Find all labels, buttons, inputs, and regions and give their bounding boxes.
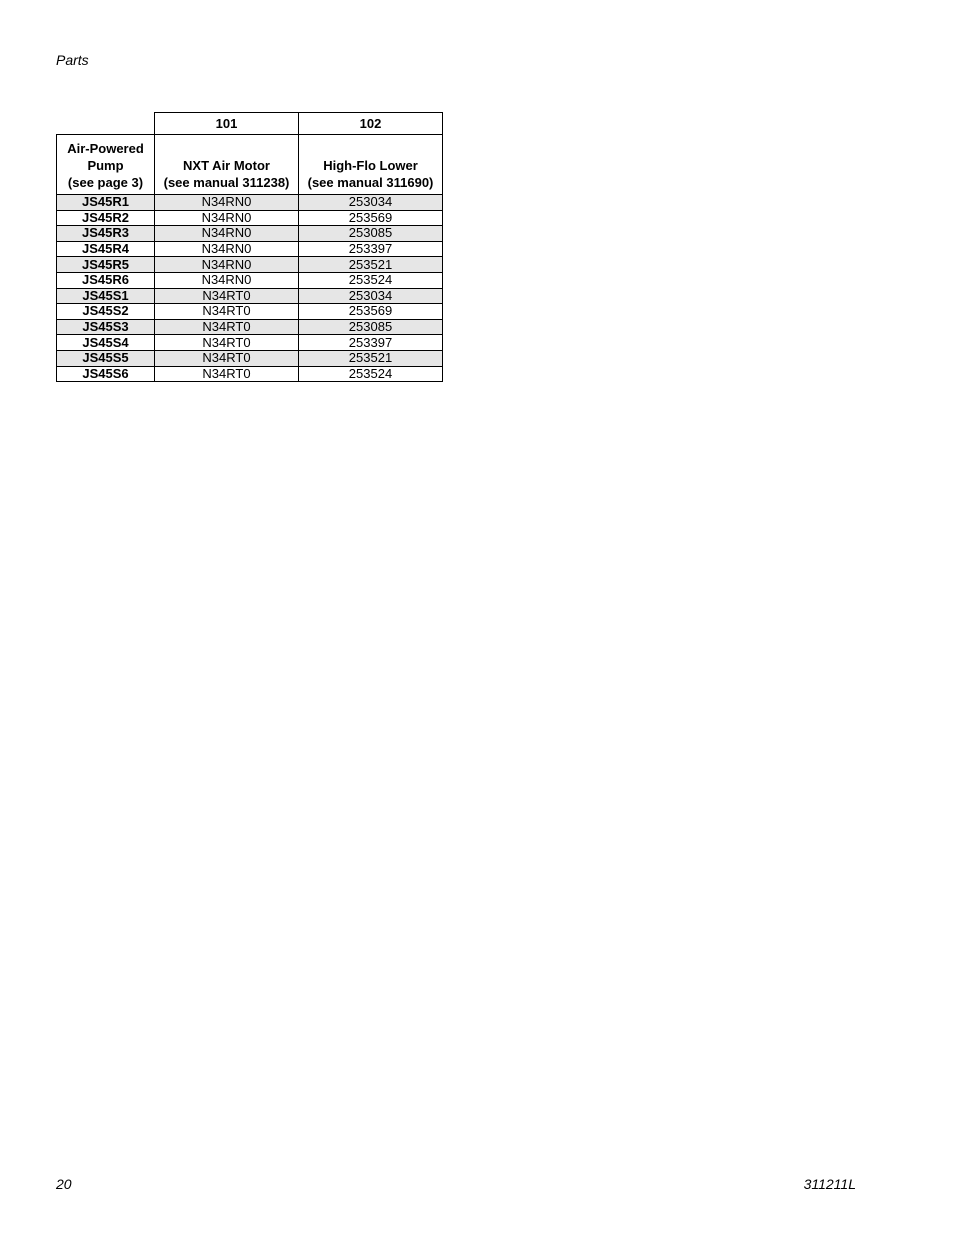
table-row (57, 304, 443, 320)
cell-lower: 253085 (299, 319, 443, 335)
header-line: Air-Powered (67, 140, 144, 156)
table-row (57, 288, 443, 304)
cell-air-motor: N34RN0 (155, 272, 299, 288)
cell-lower: 253034 (299, 195, 443, 211)
parts-table (56, 112, 443, 382)
cell-air-motor: N34RN0 (155, 241, 299, 257)
cell-pump-model: JS45S2 (57, 304, 155, 320)
table-row (57, 241, 443, 257)
cell-air-motor: N34RT0 (155, 366, 299, 382)
cell-lower: 253085 (299, 226, 443, 242)
document-number: 311211L (803, 1176, 856, 1192)
cell-pump-model: JS45R4 (57, 241, 155, 257)
table-row (57, 366, 443, 382)
cell-air-motor: N34RN0 (155, 195, 299, 211)
cell-pump-model: JS45S1 (57, 288, 155, 304)
cell-pump-model: JS45R3 (57, 226, 155, 242)
table-row (57, 195, 443, 211)
column-header-row (57, 135, 443, 195)
cell-pump-model: JS45R2 (57, 210, 155, 226)
header-line: NXT Air Motor (183, 157, 270, 173)
table-row (57, 272, 443, 288)
table-row (57, 210, 443, 226)
header-line (299, 140, 442, 157)
table-row (57, 319, 443, 335)
header-line (155, 140, 298, 157)
cell-air-motor: N34RN0 (155, 210, 299, 226)
header-line: High-Flo Lower (323, 157, 418, 173)
table-row (57, 226, 443, 242)
table-row (57, 335, 443, 351)
cell-air-motor: N34RT0 (155, 304, 299, 320)
cell-air-motor: N34RT0 (155, 319, 299, 335)
ref-number-102: 102 (299, 113, 443, 135)
column-header-air-motor (155, 135, 299, 195)
ref-number-blank (57, 113, 155, 135)
cell-lower: 253569 (299, 304, 443, 320)
cell-pump-model: JS45R5 (57, 257, 155, 273)
cell-lower: 253569 (299, 210, 443, 226)
header-line: (see manual 311690) (307, 174, 434, 190)
cell-pump-model: JS45S5 (57, 350, 155, 366)
header-line: (see page 3) (67, 174, 144, 190)
cell-lower: 253524 (299, 366, 443, 382)
table-row (57, 257, 443, 273)
cell-lower: 253521 (299, 257, 443, 273)
page-number: 20 (56, 1176, 72, 1192)
ref-number-row (57, 113, 443, 135)
cell-air-motor: N34RT0 (155, 288, 299, 304)
cell-lower: 253521 (299, 350, 443, 366)
cell-lower: 253034 (299, 288, 443, 304)
header-line: Pump (87, 157, 124, 173)
header-line: (see manual 311238) (163, 174, 290, 190)
column-header-pump (57, 135, 155, 195)
cell-lower: 253397 (299, 241, 443, 257)
cell-lower: 253524 (299, 272, 443, 288)
cell-air-motor: N34RN0 (155, 226, 299, 242)
cell-pump-model: JS45S6 (57, 366, 155, 382)
cell-pump-model: JS45S4 (57, 335, 155, 351)
section-label: Parts (56, 52, 89, 68)
ref-number-101: 101 (155, 113, 299, 135)
table-row (57, 350, 443, 366)
cell-air-motor: N34RN0 (155, 257, 299, 273)
column-header-lower (299, 135, 443, 195)
cell-pump-model: JS45R6 (57, 272, 155, 288)
cell-pump-model: JS45R1 (57, 195, 155, 211)
cell-lower: 253397 (299, 335, 443, 351)
cell-pump-model: JS45S3 (57, 319, 155, 335)
cell-air-motor: N34RT0 (155, 350, 299, 366)
cell-air-motor: N34RT0 (155, 335, 299, 351)
